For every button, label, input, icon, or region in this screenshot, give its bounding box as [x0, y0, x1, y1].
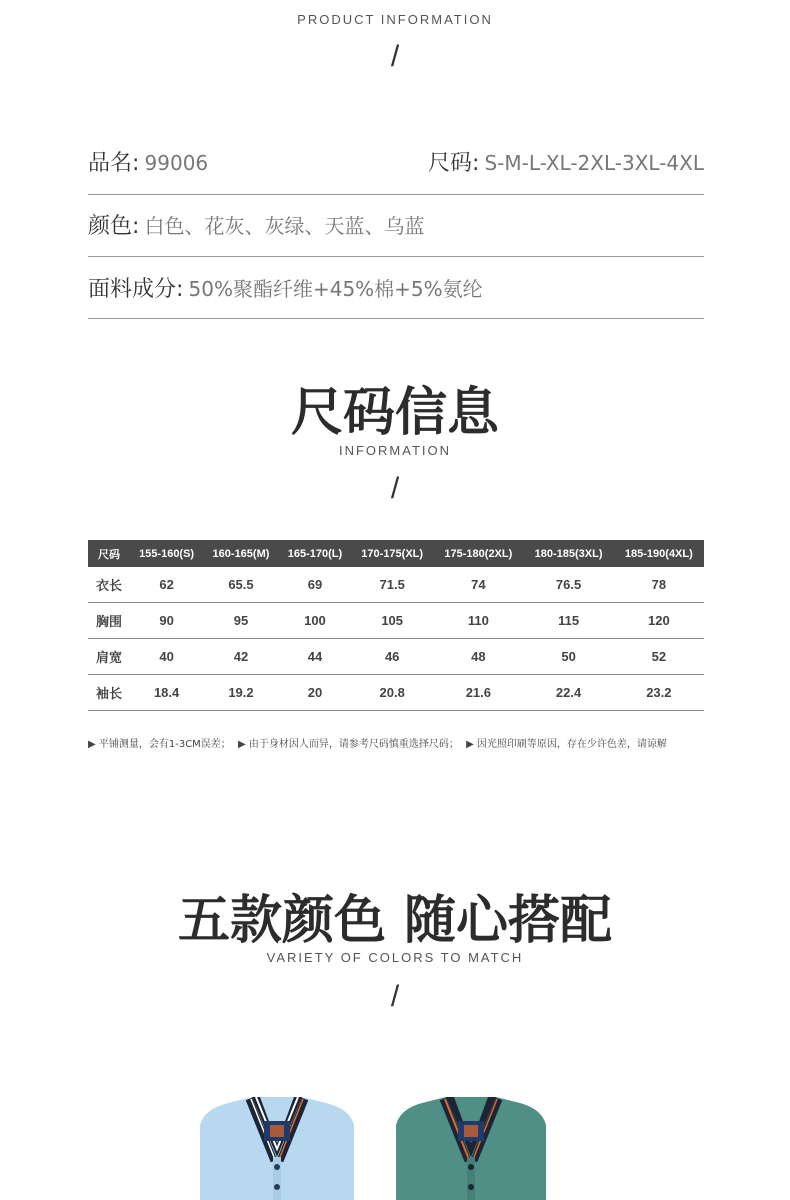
table-cell: 78 — [614, 567, 704, 603]
product-fabric-label: 面料成分: — [88, 277, 184, 302]
table-cell: 48 — [433, 639, 523, 675]
table-header-cell: 170-175(XL) — [351, 540, 433, 567]
size-table-header-row — [88, 540, 704, 567]
note-color: ▶ 因光照印刷等原因，存在少许色差，请谅解 — [466, 739, 667, 750]
product-size-value: S-M-L-XL-2XL-3XL-4XL — [484, 151, 704, 175]
product-color-label: 颜色: — [88, 214, 140, 239]
table-header-cell: 180-185(3XL) — [523, 540, 613, 567]
table-cell: 46 — [351, 639, 433, 675]
info-row-name-size — [88, 132, 704, 195]
table-row — [88, 567, 704, 603]
note-measure: ▶ 平铺测量，会有1-3CM误差； — [88, 739, 231, 750]
table-cell: 20 — [279, 675, 351, 711]
table-cell: 110 — [433, 603, 523, 639]
table-row-label: 肩宽 — [88, 639, 130, 675]
table-cell: 42 — [203, 639, 279, 675]
table-header-cell: 175-180(2XL) — [433, 540, 523, 567]
table-cell: 50 — [523, 639, 613, 675]
table-row — [88, 603, 704, 639]
product-name-value: 99006 — [144, 151, 209, 175]
product-fabric-value: 50%聚酯纤维+45%棉+5%氨纶 — [188, 277, 483, 301]
table-cell: 95 — [203, 603, 279, 639]
table-cell: 115 — [523, 603, 613, 639]
colors-title: 五款颜色 随心搭配 — [177, 891, 613, 951]
table-cell: 65.5 — [203, 567, 279, 603]
note-body: ▶ 由于身材因人而异，请参考尺码慎重选择尺码； — [238, 739, 459, 750]
info-row-fabric — [88, 256, 704, 319]
table-header-cell: 160-165(M) — [203, 540, 279, 567]
table-header-cell: 185-190(4XL) — [614, 540, 704, 567]
divider-slash: / — [390, 40, 400, 73]
table-cell: 62 — [130, 567, 203, 603]
table-cell: 19.2 — [203, 675, 279, 711]
table-cell: 52 — [614, 639, 704, 675]
product-size — [428, 146, 704, 177]
table-cell: 74 — [433, 567, 523, 603]
table-cell: 44 — [279, 639, 351, 675]
size-notes — [88, 735, 667, 750]
table-cell: 120 — [614, 603, 704, 639]
table-cell: 100 — [279, 603, 351, 639]
product-size-label: 尺码: — [427, 151, 480, 176]
table-row — [88, 675, 704, 711]
table-header-cell: 155-160(S) — [130, 540, 203, 567]
table-cell: 76.5 — [523, 567, 613, 603]
product-name-label: 品名: — [88, 151, 140, 176]
size-info-subtitle: INFORMATION — [338, 443, 452, 458]
table-row-label: 胸围 — [88, 603, 130, 639]
table-cell: 18.4 — [130, 675, 203, 711]
section-title-product-information: PRODUCT INFORMATION — [297, 12, 493, 27]
table-row — [88, 639, 704, 675]
info-row-color — [88, 194, 704, 257]
table-row-label: 袖长 — [88, 675, 130, 711]
size-info-title: 尺码信息 — [290, 383, 499, 443]
polo-shirt-grey-green-image — [396, 1095, 546, 1200]
table-cell: 90 — [130, 603, 203, 639]
table-cell: 23.2 — [614, 675, 704, 711]
table-cell: 71.5 — [351, 567, 433, 603]
product-color-value: 白色、花灰、灰绿、天蓝、乌蓝 — [144, 214, 425, 238]
table-cell: 69 — [279, 567, 351, 603]
table-cell: 40 — [130, 639, 203, 675]
divider-slash: / — [390, 472, 400, 505]
colors-subtitle: VARIETY OF COLORS TO MATCH — [266, 950, 524, 965]
table-cell: 105 — [351, 603, 433, 639]
table-cell: 20.8 — [351, 675, 433, 711]
product-name — [88, 146, 208, 177]
table-cell: 21.6 — [433, 675, 523, 711]
size-table — [88, 540, 704, 711]
table-row-label: 衣长 — [88, 567, 130, 603]
table-header-cell: 尺码 — [88, 540, 130, 567]
table-cell: 22.4 — [523, 675, 613, 711]
table-header-cell: 165-170(L) — [279, 540, 351, 567]
divider-slash: / — [390, 980, 400, 1013]
polo-shirt-sky-blue-image — [200, 1095, 354, 1200]
